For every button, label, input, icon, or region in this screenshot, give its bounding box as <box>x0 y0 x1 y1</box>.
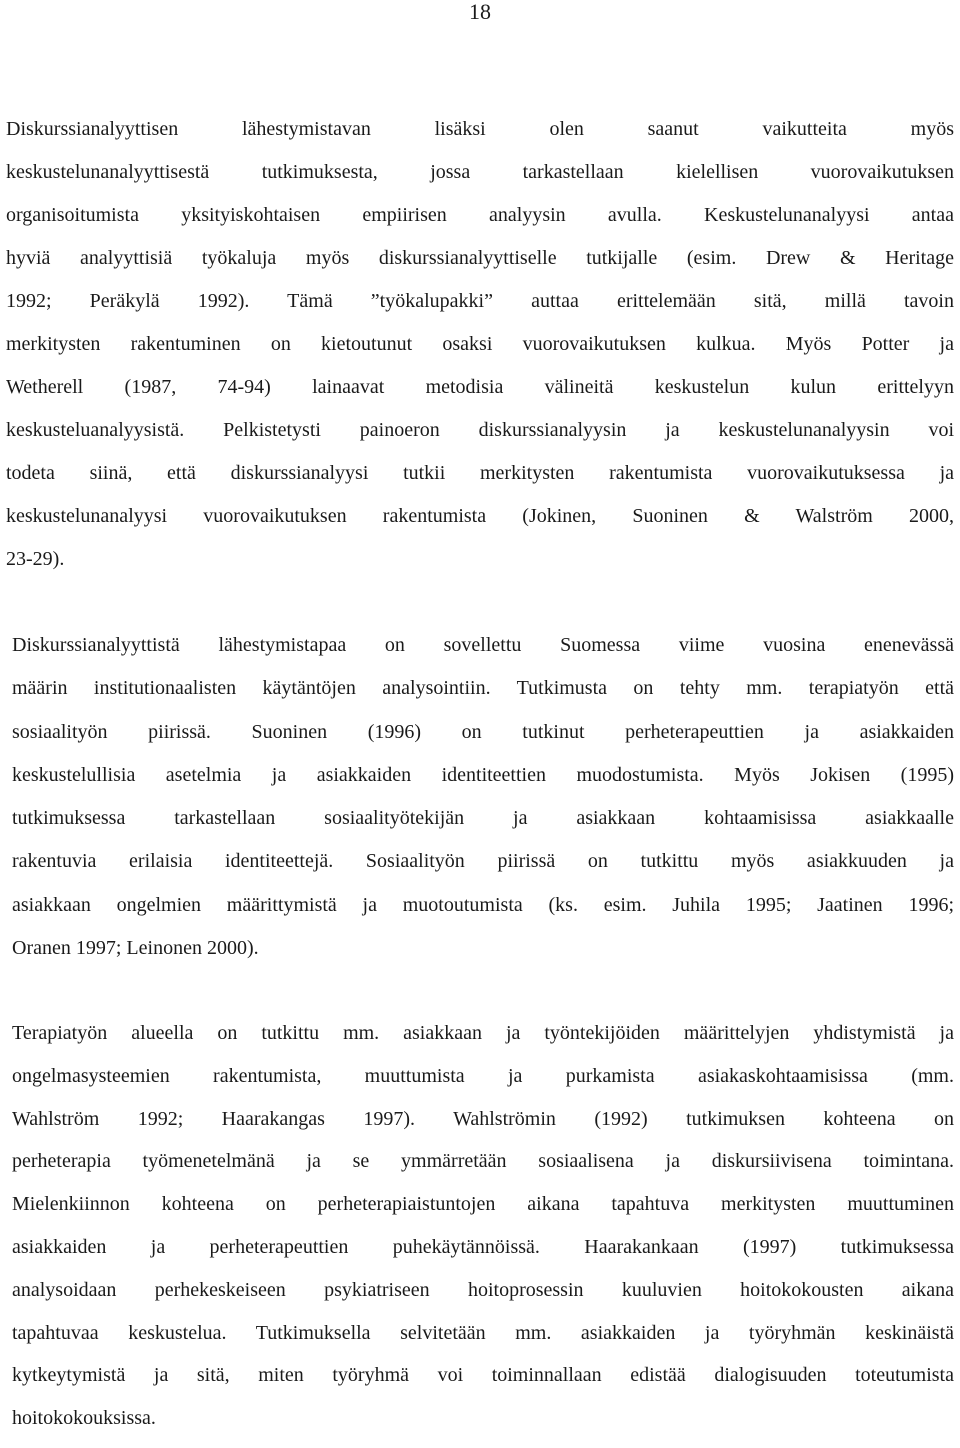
text-line: todeta siinä, että diskurssianalyysi tutkii merkitysten rakentumista vuorovaikutuksessa ja <box>6 462 954 484</box>
text-line: Terapiatyön alueella on tutkittu mm. asiakkaan ja työntekijöiden määrittelyjen yhdistymistä ja <box>12 1022 954 1044</box>
text-line: organisoitumista yksityiskohtaisen empiirisen analyysin avulla. Keskustelunanalyysi antaa <box>6 204 954 226</box>
text-line: keskustelullisia asetelmia ja asiakkaiden identiteettien muodostumista. Myös Jokisen (1995) <box>12 763 954 786</box>
text-line: asiakkaan ongelmien määrittymistä ja muotoutumista (ks. esim. Juhila 1995; Jaatinen 1996; <box>12 893 954 916</box>
text-line: Mielenkiinnon kohteena on perheterapiaistuntojen aikana tapahtuva merkitysten muuttuminen <box>12 1193 954 1216</box>
text-line: hoitokokouksissa. <box>12 1407 156 1430</box>
text-line: Diskurssianalyyttistä lähestymistapaa on sovellettu Suomessa viime vuosina enenevässä <box>12 634 954 656</box>
text-line: keskustelunanalyysi vuorovaikutuksen rakentumista (Jokinen, Suoninen & Walström 2000, <box>6 505 954 527</box>
text-line: kytkeytymistä ja sitä, miten työryhmä voi toiminnallaan edistää dialogisuuden toteutumista <box>12 1364 954 1387</box>
text-line: asiakkaiden ja perheterapeuttien puhekäytännöissä. Haarakankaan (1997) tutkimuksessa <box>12 1235 954 1258</box>
text-line: keskusteluanalyysistä. Pelkistetysti painoeron diskurssianalyysin ja keskustelunanalyysin voi <box>6 419 954 441</box>
text-line: Oranen 1997; Leinonen 2000). <box>12 937 259 960</box>
text-line: tutkimuksessa tarkastellaan sosiaalityötekijän ja asiakkaan kohtaamisissa asiakkaalle <box>12 807 954 830</box>
text-line: merkitysten rakentuminen on kietoutunut osaksi vuorovaikutuksen kulkua. Myös Potter ja <box>6 333 954 355</box>
text-line: 23-29). <box>6 548 65 570</box>
text-line: keskustelunanalyyttisestä tutkimuksesta, jossa tarkastellaan kielellisen vuorovaikutuksen <box>6 161 954 183</box>
text-line: perheterapia työmenetelmänä ja se ymmärretään sosiaalisena ja diskursiivisena toimintana. <box>12 1150 954 1173</box>
text-line: ongelmasysteemien rakentumista, muuttumista ja purkamista asiakaskohtaamisissa (mm. <box>12 1064 954 1087</box>
text-line: 1992; Peräkylä 1992). Tämä ”työkalupakki” auttaa erittelemään sitä, millä tavoin <box>6 290 954 312</box>
text-line: Wahlström 1992; Haarakangas 1997). Wahlströmin (1992) tutkimuksen kohteena on <box>12 1107 954 1130</box>
paragraph-institutional-practices <box>12 632 954 978</box>
page-number: 18 <box>469 0 491 24</box>
paragraph-discourse-analysis <box>6 116 954 589</box>
text-line: määrin institutionaalisten käytäntöjen analysointiin. Tutkimusta on tehty mm. terapiatyön että <box>12 677 954 700</box>
text-line: sosiaalityön piirissä. Suoninen (1996) on tutkinut perheterapeuttien ja asiakkaiden <box>12 720 954 743</box>
text-line: rakentuvia erilaisia identiteettejä. Sosiaalityön piirissä on tutkittu myös asiakkuuden ja <box>12 850 954 873</box>
text-line: Wetherell (1987, 74-94) lainaavat metodisia välineitä keskustelun kulun erittelyyn <box>6 376 954 398</box>
text-line: Diskurssianalyyttisen lähestymistavan lisäksi olen saanut vaikutteita myös <box>6 118 954 140</box>
paragraph-therapy-work <box>12 1020 954 1448</box>
text-line: tapahtuvaa keskustelua. Tutkimuksella selvitetään mm. asiakkaiden ja työryhmän keskinäistä <box>12 1321 954 1344</box>
text-line: hyviä analyyttisiä työkaluja myös diskurssianalyyttiselle tutkijalle (esim. Drew & Heritage <box>6 247 954 269</box>
text-line: analysoidaan perhekeskeiseen psykiatriseen hoitoprosessin kuuluvien hoitokokousten aikana <box>12 1278 954 1301</box>
